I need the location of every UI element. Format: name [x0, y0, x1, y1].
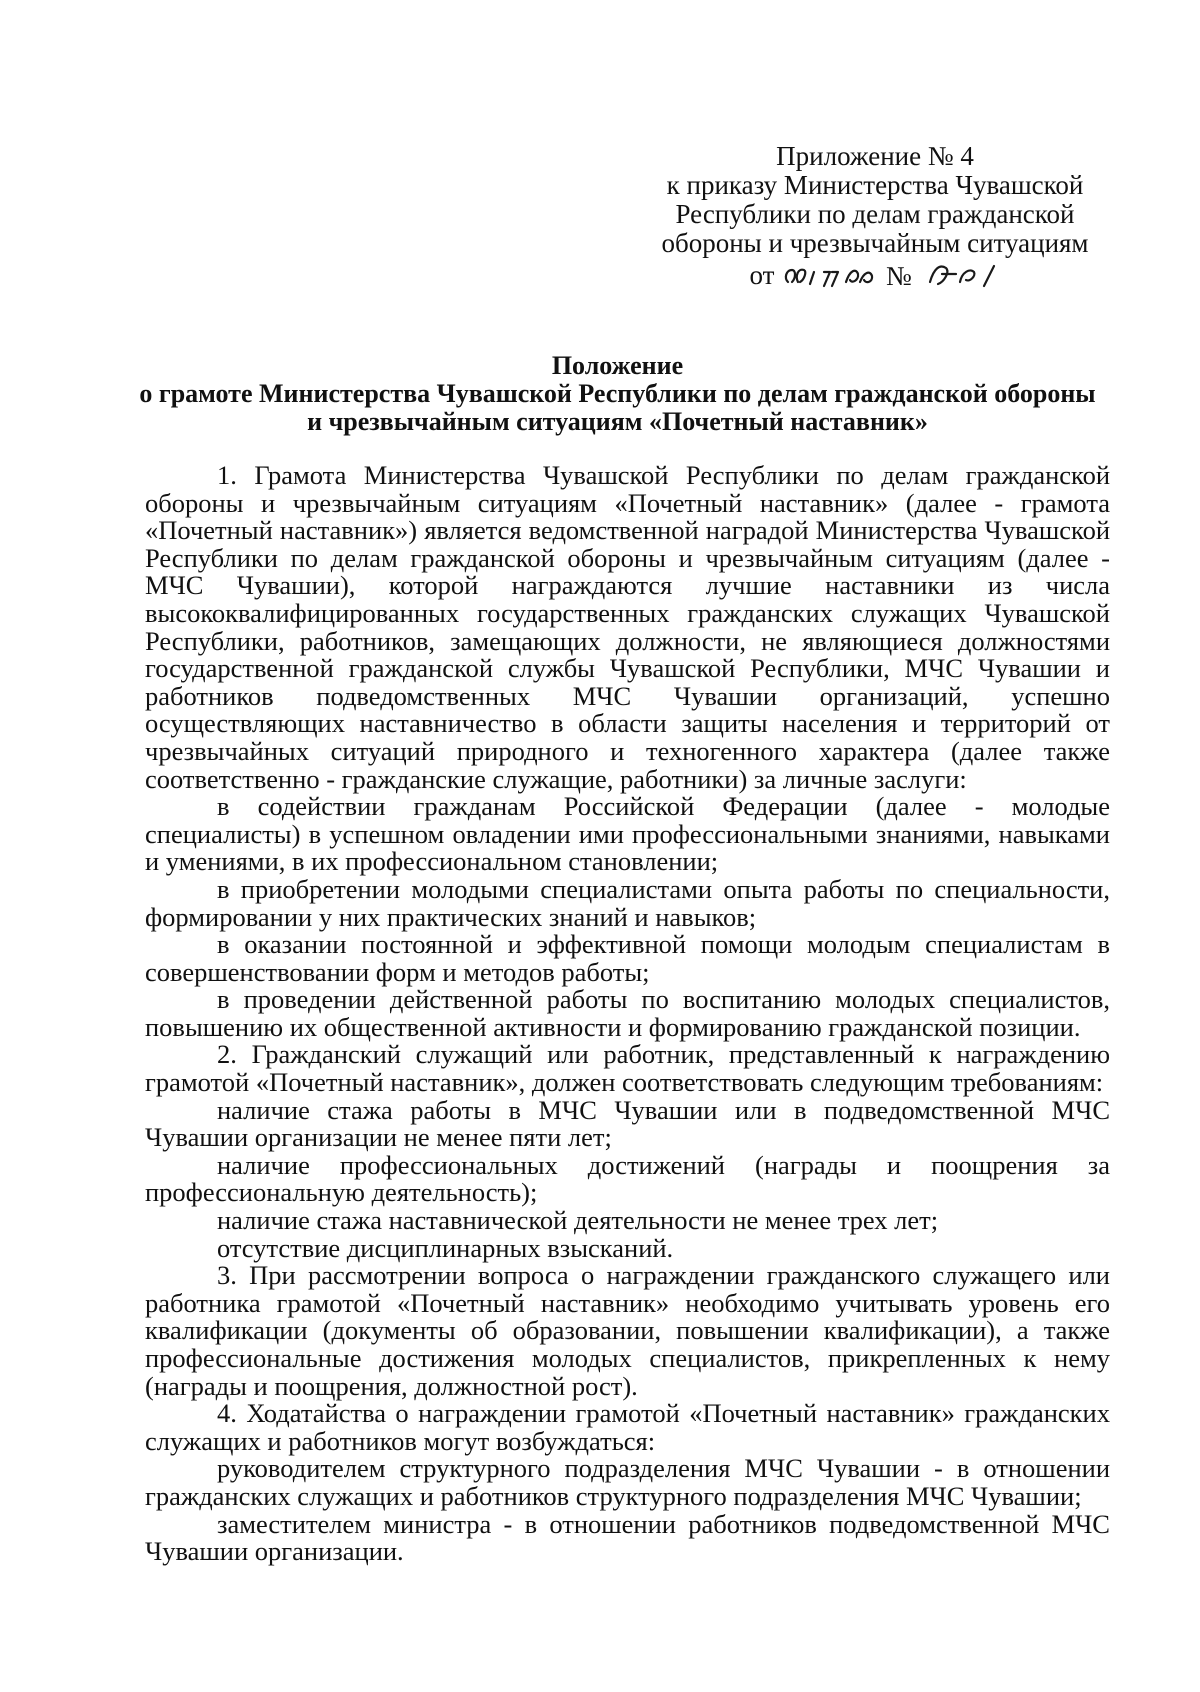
appendix-date-number-line	[750, 258, 1001, 290]
heading-subtitle-line-1: о грамоте Министерства Чувашской Республики по делам гражданской обороны	[139, 379, 1096, 408]
appendix-ministry-line: Республики по делам гражданской	[675, 199, 1075, 229]
paragraph: наличие профессиональных достижений (награды и поощрения за профессиональную деятельность);	[145, 1149, 1110, 1208]
appendix-title: Приложение № 4	[776, 141, 974, 171]
paragraph: 1. Грамота Министерства Чувашской Республики по делам гражданской обороны и чрезвычайным ситуациям «Почетный наставник» (далее - грамота «Почетный наставник») является ведомственной наградой Министерства Чувашской Республики по делам гражданской обороны и чрезвычайным ситуациям (далее - МЧС Чувашии), которой награждаются лучшие наставники из числа высококвалифицированных государственных гражданских служащих Чувашской Республики, работников, замещающих должности, не являющиеся должностями государственной гражданской службы Чувашской Республики, МЧС Чувашии и работников подведомственных МЧС Чувашии организаций, успешно осуществляющих наставничество в области защиты населения и территорий от чрезвычайных ситуаций природного и техногенного характера (далее также соответственно - гражданские служащие, работники) за личные заслуги:	[145, 460, 1110, 794]
document-body	[145, 462, 1110, 1566]
paragraph: в содействии гражданам Российской Федерации (далее - молодые специалисты) в успешном овладении ими профессиональными знаниями, навыками и умениями, в их профессиональном становлении;	[145, 791, 1110, 877]
paragraph: отсутствие дисциплинарных взысканий.	[217, 1232, 674, 1263]
appendix-ministry-line-2: обороны и чрезвычайным ситуациям	[661, 228, 1089, 258]
paragraph: в оказании постоянной и эффективной помощи молодым специалистам в совершенствовании форм и методов работы;	[145, 929, 1110, 987]
paragraph: 3. При рассмотрении вопроса о награждении гражданского служащего или работника грамотой «Почетный наставник» необходимо учитывать уровень его квалификации (документы об образовании, повышении квалификации), а также профессиональные достижения молодых специалистов, прикрепленных к нему (награды и поощрения, должностной рост).	[145, 1260, 1110, 1401]
paragraph: заместителем министра - в отношении работников подведомственной МЧС Чувашии организации.	[145, 1508, 1110, 1567]
heading-subtitle-line-2: и чрезвычайным ситуациям «Почетный наставник»	[307, 407, 928, 436]
paragraph: наличие стажа наставнической деятельности не менее трех лет;	[217, 1205, 939, 1236]
date-prefix: от	[749, 260, 775, 290]
heading-title: Положение	[551, 351, 684, 380]
handwritten-date-number	[780, 258, 1000, 290]
paragraph: 4. Ходатайства о награждении грамотой «Почетный наставник» гражданских служащих и работников могут возбуждаться:	[145, 1398, 1110, 1456]
appendix-block	[640, 142, 1110, 290]
paragraph: в приобретении молодыми специалистами опыта работы по специальности, формировании у них практических знаний и навыков;	[145, 873, 1110, 932]
document-heading	[130, 352, 1105, 436]
appendix-order-line: к приказу Министерства Чувашской	[666, 170, 1084, 200]
paragraph: наличие стажа работы в МЧС Чувашии или в подведомственной МЧС Чувашии организации не менее пяти лет;	[145, 1094, 1110, 1153]
paragraph: в проведении действенной работы по воспитанию молодых специалистов, повышению их общественной активности и формированию гражданской позиции.	[145, 984, 1110, 1042]
number-sign: №	[886, 261, 913, 290]
paragraph: руководителем структурного подразделения МЧС Чувашии - в отношении гражданских служащих и работников структурного подразделения МЧС Чувашии;	[145, 1453, 1110, 1511]
paragraph: 2. Гражданский служащий или работник, представленный к награждению грамотой «Почетный наставник», должен соответствовать следующим требованиям:	[145, 1039, 1110, 1098]
